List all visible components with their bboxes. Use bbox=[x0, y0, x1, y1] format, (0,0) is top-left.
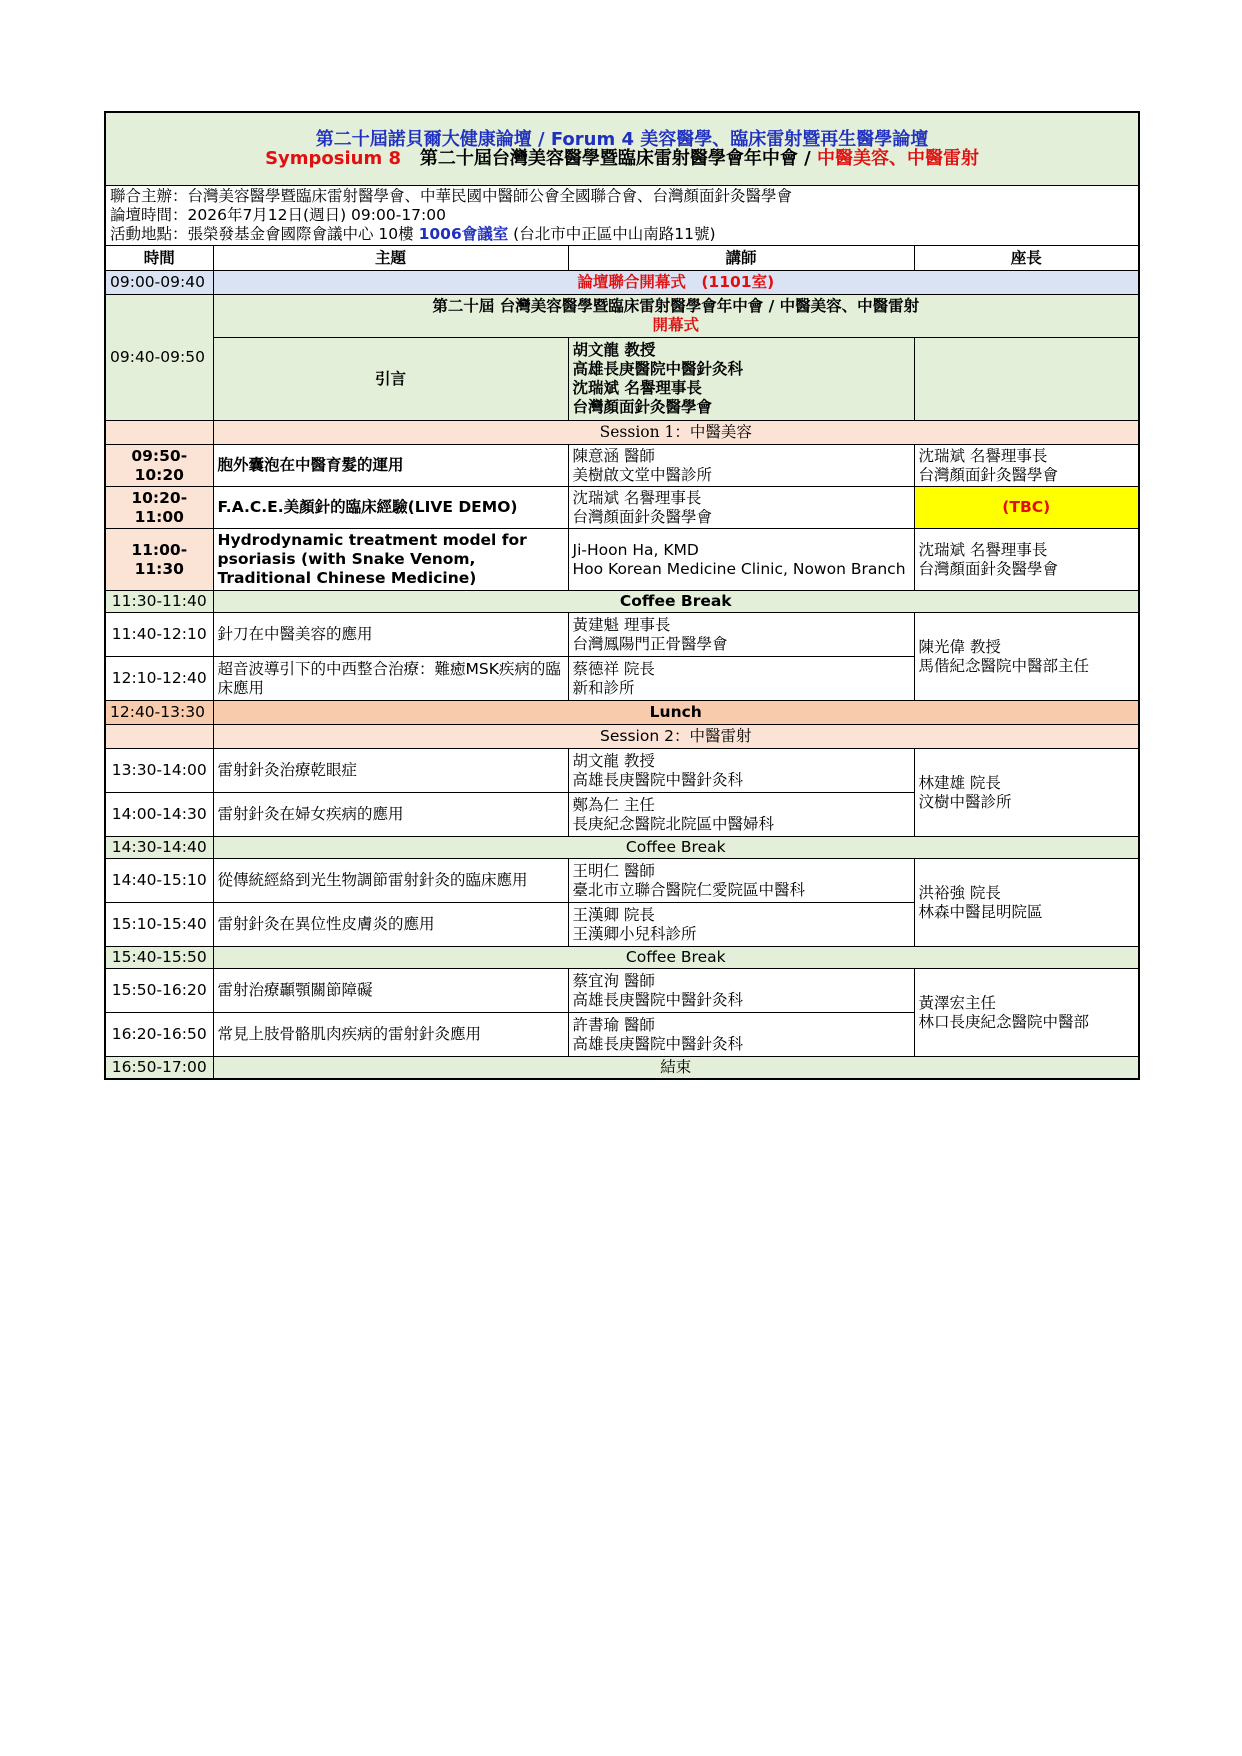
session1-time-empty bbox=[105, 421, 213, 445]
chair-name: 沈瑞斌 名譽理事長 bbox=[918, 446, 1048, 465]
chair-affiliation: 林森中醫昆明院區 bbox=[918, 902, 1043, 921]
ceremony-title: 第二十屆 台灣美容醫學暨臨床雷射醫學會年中會 / 中醫美容、中醫雷射 bbox=[432, 297, 920, 315]
talk-row bbox=[105, 613, 1139, 657]
speaker-name: 王漢卿 院長 bbox=[572, 905, 655, 924]
talk-topic: Hydrodynamic treatment model for psoriasis (with Snake Venom, Traditional Chinese Medicine) bbox=[213, 529, 568, 591]
speaker-name: 陳意涵 醫師 bbox=[572, 446, 655, 465]
closing-time: 16:50-17:00 bbox=[105, 1057, 213, 1080]
title-row bbox=[105, 112, 1139, 186]
chair-affiliation: 汶樹中醫診所 bbox=[918, 792, 1012, 811]
talk-row bbox=[105, 487, 1139, 529]
talk-speaker bbox=[568, 657, 914, 701]
header-row bbox=[105, 246, 1139, 271]
venue-text bbox=[110, 225, 1134, 244]
ceremony-detail-row bbox=[105, 338, 1139, 421]
ceremony-subtitle: 開幕式 bbox=[652, 316, 700, 334]
speaker-affiliation: 王漢卿小兒科診所 bbox=[572, 924, 697, 943]
speaker-name: 蔡德祥 院長 bbox=[572, 659, 655, 678]
talk-chair-tbc: (TBC) bbox=[914, 487, 1139, 529]
block-chair bbox=[914, 749, 1139, 837]
header-topic: 主題 bbox=[213, 246, 568, 271]
ceremony-time: 09:40-09:50 bbox=[105, 295, 213, 421]
lunch-label: Lunch bbox=[213, 701, 1139, 725]
ceremony-speaker-line: 胡文龍 教授 bbox=[572, 341, 656, 359]
break-label: Coffee Break bbox=[213, 591, 1139, 613]
break-label: Coffee Break bbox=[213, 837, 1139, 859]
break-row bbox=[105, 837, 1139, 859]
opening-label: 論壇聯合開幕式 (1101室) bbox=[213, 271, 1139, 295]
ceremony-speaker-line: 台灣顏面針灸醫學會 bbox=[572, 398, 713, 416]
speaker-name: 許書瑜 醫師 bbox=[572, 1015, 655, 1034]
speaker-name: Ji-Hoon Ha, KMD bbox=[572, 540, 699, 559]
talk-topic: 雷射針灸在婦女疾病的應用 bbox=[213, 793, 568, 837]
session1-row bbox=[105, 421, 1139, 445]
talk-time: 09:50-10:20 bbox=[105, 445, 213, 487]
talk-time: 13:30-14:00 bbox=[105, 749, 213, 793]
event-info bbox=[105, 186, 1139, 246]
ceremony-chair-empty bbox=[914, 338, 1139, 421]
speaker-affiliation: Hoo Korean Medicine Clinic, Nowon Branch bbox=[572, 559, 906, 578]
talk-topic: 雷射治療顳顎關節障礙 bbox=[213, 969, 568, 1013]
speaker-name: 胡文龍 教授 bbox=[572, 751, 655, 770]
block-chair bbox=[914, 613, 1139, 701]
talk-chair bbox=[914, 445, 1139, 487]
chair-affiliation: 林口長庚紀念醫院中醫部 bbox=[918, 1012, 1090, 1031]
speaker-affiliation: 高雄長庚醫院中醫針灸科 bbox=[572, 1034, 744, 1053]
venue-address: (台北市中正區中山南路11號) bbox=[513, 225, 716, 243]
talk-speaker bbox=[568, 613, 914, 657]
datetime-text: 論壇時間：2026年7月12日(週日) 09:00-17:00 bbox=[110, 206, 446, 224]
speaker-affiliation: 美樹啟文堂中醫診所 bbox=[572, 465, 713, 484]
talk-topic: 雷射針灸在異位性皮膚炎的應用 bbox=[213, 903, 568, 947]
forum-title: 第二十屆諾貝爾大健康論壇 / Forum 4 美容醫學、臨床雷射暨再生醫學論壇 bbox=[315, 129, 929, 150]
venue-prefix: 活動地點：張榮發基金會國際會議中心 10樓 bbox=[110, 225, 414, 243]
talk-time: 15:10-15:40 bbox=[105, 903, 213, 947]
organizers-text: 聯合主辦：台灣美容醫學暨臨床雷射醫學會、中華民國中醫師公會全國聯合會、台灣顏面針灸醫學會 bbox=[110, 187, 793, 205]
talk-time: 11:00-11:30 bbox=[105, 529, 213, 591]
chair-affiliation: 台灣顏面針灸醫學會 bbox=[918, 465, 1059, 484]
break-time: 11:30-11:40 bbox=[105, 591, 213, 613]
talk-chair bbox=[914, 529, 1139, 591]
talk-time: 12:10-12:40 bbox=[105, 657, 213, 701]
ceremony-row bbox=[105, 295, 1139, 338]
session1-label: Session 1：中醫美容 bbox=[213, 421, 1139, 445]
symposium-number: Symposium 8 bbox=[265, 148, 402, 169]
talk-topic: F.A.C.E.美顏針的臨床經驗(LIVE DEMO) bbox=[213, 487, 568, 529]
talk-speaker bbox=[568, 1013, 914, 1057]
chair-name: 林建雄 院長 bbox=[918, 773, 1001, 792]
talk-time: 11:40-12:10 bbox=[105, 613, 213, 657]
speaker-name: 黃建魁 理事長 bbox=[572, 615, 671, 634]
talk-speaker bbox=[568, 859, 914, 903]
talk-topic: 常見上肢骨骼肌肉疾病的雷射針灸應用 bbox=[213, 1013, 568, 1057]
header-time: 時間 bbox=[105, 246, 213, 271]
ceremony-speaker-line: 沈瑞斌 名譽理事長 bbox=[572, 379, 702, 397]
talk-speaker bbox=[568, 749, 914, 793]
speaker-name: 沈瑞斌 名譽理事長 bbox=[572, 488, 702, 507]
lunch-row bbox=[105, 701, 1139, 725]
speaker-affiliation: 長庚紀念醫院北院區中醫婦科 bbox=[572, 814, 775, 833]
chair-name: 陳光偉 教授 bbox=[918, 637, 1001, 656]
speaker-affiliation: 高雄長庚醫院中醫針灸科 bbox=[572, 770, 744, 789]
ceremony-header bbox=[213, 295, 1139, 338]
talk-row bbox=[105, 529, 1139, 591]
talk-topic: 雷射針灸治療乾眼症 bbox=[213, 749, 568, 793]
talk-speaker bbox=[568, 487, 914, 529]
chair-name: 洪裕強 院長 bbox=[918, 883, 1001, 902]
symposium-title bbox=[110, 149, 1134, 168]
header-chair: 座長 bbox=[914, 246, 1139, 271]
venue-room: 1006會議室 bbox=[418, 225, 509, 243]
schedule-table bbox=[104, 111, 1140, 1080]
talk-topic: 從傳統經絡到光生物調節雷射針灸的臨床應用 bbox=[213, 859, 568, 903]
talk-time: 10:20-11:00 bbox=[105, 487, 213, 529]
ceremony-speaker-line: 高雄長庚醫院中醫針灸科 bbox=[572, 360, 744, 378]
talk-topic: 針刀在中醫美容的應用 bbox=[213, 613, 568, 657]
closing-row bbox=[105, 1057, 1139, 1080]
talk-time: 16:20-16:50 bbox=[105, 1013, 213, 1057]
talk-speaker bbox=[568, 445, 914, 487]
talk-speaker bbox=[568, 793, 914, 837]
schedule-sheet bbox=[104, 111, 1138, 1080]
speaker-affiliation: 台灣鳳陽門正骨醫學會 bbox=[572, 634, 728, 653]
lunch-time: 12:40-13:30 bbox=[105, 701, 213, 725]
opening-row bbox=[105, 271, 1139, 295]
talk-time: 15:50-16:20 bbox=[105, 969, 213, 1013]
info-row bbox=[105, 186, 1139, 246]
header-speaker: 講師 bbox=[568, 246, 914, 271]
ceremony-topic: 引言 bbox=[213, 338, 568, 421]
break-time: 15:40-15:50 bbox=[105, 947, 213, 969]
chair-affiliation: 馬偕紀念醫院中醫部主任 bbox=[918, 656, 1090, 675]
closing-label: 結束 bbox=[213, 1057, 1139, 1080]
talk-speaker bbox=[568, 529, 914, 591]
block-chair bbox=[914, 859, 1139, 947]
talk-row bbox=[105, 859, 1139, 903]
speaker-name: 鄭為仁 主任 bbox=[572, 795, 655, 814]
speaker-affiliation: 台灣顏面針灸醫學會 bbox=[572, 507, 713, 526]
talk-row bbox=[105, 749, 1139, 793]
talk-speaker bbox=[568, 903, 914, 947]
speaker-affiliation: 高雄長庚醫院中醫針灸科 bbox=[572, 990, 744, 1009]
symposium-topics: 中醫美容、中醫雷射 bbox=[816, 148, 979, 169]
ceremony-speakers bbox=[568, 338, 914, 421]
title-block bbox=[105, 112, 1139, 186]
talk-row bbox=[105, 445, 1139, 487]
break-row bbox=[105, 947, 1139, 969]
speaker-name: 蔡宜洵 醫師 bbox=[572, 971, 655, 990]
talk-speaker bbox=[568, 969, 914, 1013]
chair-name: 黃澤宏主任 bbox=[918, 993, 997, 1012]
session2-row bbox=[105, 725, 1139, 749]
chair-name: 沈瑞斌 名譽理事長 bbox=[918, 540, 1048, 559]
break-time: 14:30-14:40 bbox=[105, 837, 213, 859]
break-label: Coffee Break bbox=[213, 947, 1139, 969]
talk-time: 14:00-14:30 bbox=[105, 793, 213, 837]
opening-time: 09:00-09:40 bbox=[105, 271, 213, 295]
speaker-name: 王明仁 醫師 bbox=[572, 861, 655, 880]
symposium-name: 第二十屆台灣美容醫學暨臨床雷射醫學會年中會 / bbox=[419, 148, 811, 169]
break-row bbox=[105, 591, 1139, 613]
talk-topic: 超音波導引下的中西整合治療：難癒MSK疾病的臨床應用 bbox=[213, 657, 568, 701]
session2-time-empty bbox=[105, 725, 213, 749]
speaker-affiliation: 新和診所 bbox=[572, 678, 635, 697]
speaker-affiliation: 臺北市立聯合醫院仁愛院區中醫科 bbox=[572, 880, 806, 899]
chair-affiliation: 台灣顏面針灸醫學會 bbox=[918, 559, 1059, 578]
session2-label: Session 2：中醫雷射 bbox=[213, 725, 1139, 749]
block-chair bbox=[914, 969, 1139, 1057]
talk-topic: 胞外囊泡在中醫育髮的運用 bbox=[213, 445, 568, 487]
talk-row bbox=[105, 969, 1139, 1013]
talk-time: 14:40-15:10 bbox=[105, 859, 213, 903]
